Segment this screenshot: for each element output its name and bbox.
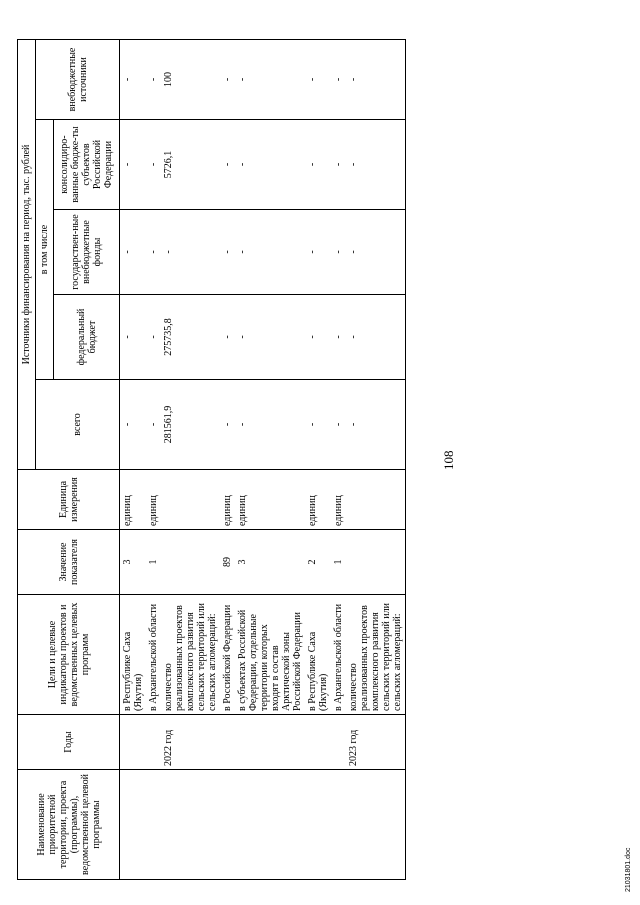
rotated-page — [0, 40, 640, 892]
row-year-cell — [235, 715, 305, 770]
row-goal-cell: в Архангельской области — [146, 595, 161, 715]
row-regional-cell: - — [305, 120, 331, 210]
row-name-cell — [346, 770, 406, 880]
row-state-funds-cell: - — [331, 210, 346, 295]
row-value-cell: 1 — [331, 530, 346, 595]
row-federal-cell: - — [346, 295, 406, 380]
row-name-cell — [220, 770, 235, 880]
row-unit-cell: единиц — [220, 470, 235, 530]
row-name-cell — [120, 770, 147, 880]
row-value-cell: 1 — [146, 530, 161, 595]
row-state-funds-cell: - — [161, 210, 220, 295]
row-offbudget-cell: - — [235, 40, 305, 120]
financing-table — [17, 39, 406, 880]
header-state-funds: государствен-ные внебюджетные фонды — [54, 210, 120, 295]
header-including: в том числе — [36, 120, 54, 380]
row-regional-cell: - — [220, 120, 235, 210]
row-year-cell — [305, 715, 331, 770]
document-reference: 21031801.doc — [625, 847, 632, 892]
header-unit: Единица измерения — [18, 470, 120, 530]
row-goal-cell: количество реализованных проектов комплексного развития сельских территорий или сельских агломераций: — [161, 595, 220, 715]
header-regional: консолидиро-ванные бюдже-ты субъектов Российской Федерации — [54, 120, 120, 210]
row-total-cell: - — [235, 380, 305, 470]
row-value-cell — [346, 530, 406, 595]
row-total-cell: - — [120, 380, 147, 470]
row-value-cell: 89 — [220, 530, 235, 595]
row-offbudget-cell: 100 — [161, 40, 220, 120]
row-goal-cell: в Российской Федерации — [220, 595, 235, 715]
row-value-cell: 3 — [235, 530, 305, 595]
row-name-cell — [146, 770, 161, 880]
table-row — [120, 40, 147, 880]
row-federal-cell: - — [220, 295, 235, 380]
row-regional-cell: - — [120, 120, 147, 210]
row-total-cell: - — [220, 380, 235, 470]
row-unit-cell: единиц — [235, 470, 305, 530]
row-name-cell — [305, 770, 331, 880]
header-name: Наименование приоритетной территории, проекта (программы), ведомственной целевой программы — [18, 770, 120, 880]
row-offbudget-cell: - — [331, 40, 346, 120]
row-federal-cell: - — [146, 295, 161, 380]
row-unit-cell: единиц — [146, 470, 161, 530]
header-value: Значение показателя — [18, 530, 120, 595]
row-name-cell — [161, 770, 220, 880]
header-goals: Цели и целевые индикаторы проектов и ведомственных целевых программ — [18, 595, 120, 715]
row-total-cell: 281561,9 — [161, 380, 220, 470]
row-offbudget-cell: - — [346, 40, 406, 120]
row-year-cell — [220, 715, 235, 770]
row-unit-cell: единиц — [305, 470, 331, 530]
table-row — [161, 40, 220, 880]
row-goal-cell: в Республике Саха (Якутия) — [305, 595, 331, 715]
row-year-cell — [120, 715, 147, 770]
header-years: Годы — [18, 715, 120, 770]
table-row — [305, 40, 331, 880]
row-regional-cell: - — [235, 120, 305, 210]
row-federal-cell: - — [120, 295, 147, 380]
row-federal-cell: 275735,8 — [161, 295, 220, 380]
row-federal-cell: - — [235, 295, 305, 380]
table-row — [220, 40, 235, 880]
row-year-cell — [331, 715, 346, 770]
header-sources: Источники финансирования на период, тыс. рублей — [18, 40, 36, 470]
row-value-cell — [161, 530, 220, 595]
page-number: 108 — [441, 450, 456, 470]
row-state-funds-cell: - — [305, 210, 331, 295]
row-federal-cell: - — [305, 295, 331, 380]
row-state-funds-cell: - — [120, 210, 147, 295]
row-unit-cell — [161, 470, 220, 530]
row-total-cell: - — [331, 380, 346, 470]
row-federal-cell: - — [331, 295, 346, 380]
row-year-cell: 2022 год — [161, 715, 220, 770]
row-state-funds-cell: - — [346, 210, 406, 295]
row-offbudget-cell: - — [305, 40, 331, 120]
row-year-cell: 2023 год — [346, 715, 406, 770]
row-regional-cell: 5726,1 — [161, 120, 220, 210]
table-header — [18, 40, 120, 880]
row-goal-cell: в Архангельской области — [331, 595, 346, 715]
header-offbudget: внебюджетные источники — [36, 40, 120, 120]
row-value-cell: 2 — [305, 530, 331, 595]
row-name-cell — [235, 770, 305, 880]
row-offbudget-cell: - — [220, 40, 235, 120]
row-goal-cell: количество реализованных проектов комплексного развития сельских территорий или сельских агломераций: — [346, 595, 406, 715]
row-total-cell: - — [146, 380, 161, 470]
row-year-cell — [146, 715, 161, 770]
row-offbudget-cell: - — [146, 40, 161, 120]
row-total-cell: - — [346, 380, 406, 470]
row-name-cell — [331, 770, 346, 880]
row-state-funds-cell: - — [235, 210, 305, 295]
header-federal: федеральный бюджет — [54, 295, 120, 380]
table-row — [235, 40, 305, 880]
row-state-funds-cell: - — [220, 210, 235, 295]
table-row — [346, 40, 406, 880]
row-regional-cell: - — [346, 120, 406, 210]
row-total-cell: - — [305, 380, 331, 470]
table-row — [331, 40, 346, 880]
table-body — [120, 40, 406, 880]
row-unit-cell: единиц — [331, 470, 346, 530]
row-unit-cell — [346, 470, 406, 530]
header-total: всего — [36, 380, 120, 470]
row-offbudget-cell: - — [120, 40, 147, 120]
row-value-cell: 3 — [120, 530, 147, 595]
row-goal-cell: в субъектах Российской Федерации, отдельные территории которых входят в состав Арктической зоны Российской Федерации — [235, 595, 305, 715]
row-state-funds-cell: - — [146, 210, 161, 295]
row-regional-cell: - — [331, 120, 346, 210]
row-regional-cell: - — [146, 120, 161, 210]
row-unit-cell: единиц — [120, 470, 147, 530]
table-row — [146, 40, 161, 880]
row-goal-cell: в Республике Саха (Якутия) — [120, 595, 147, 715]
